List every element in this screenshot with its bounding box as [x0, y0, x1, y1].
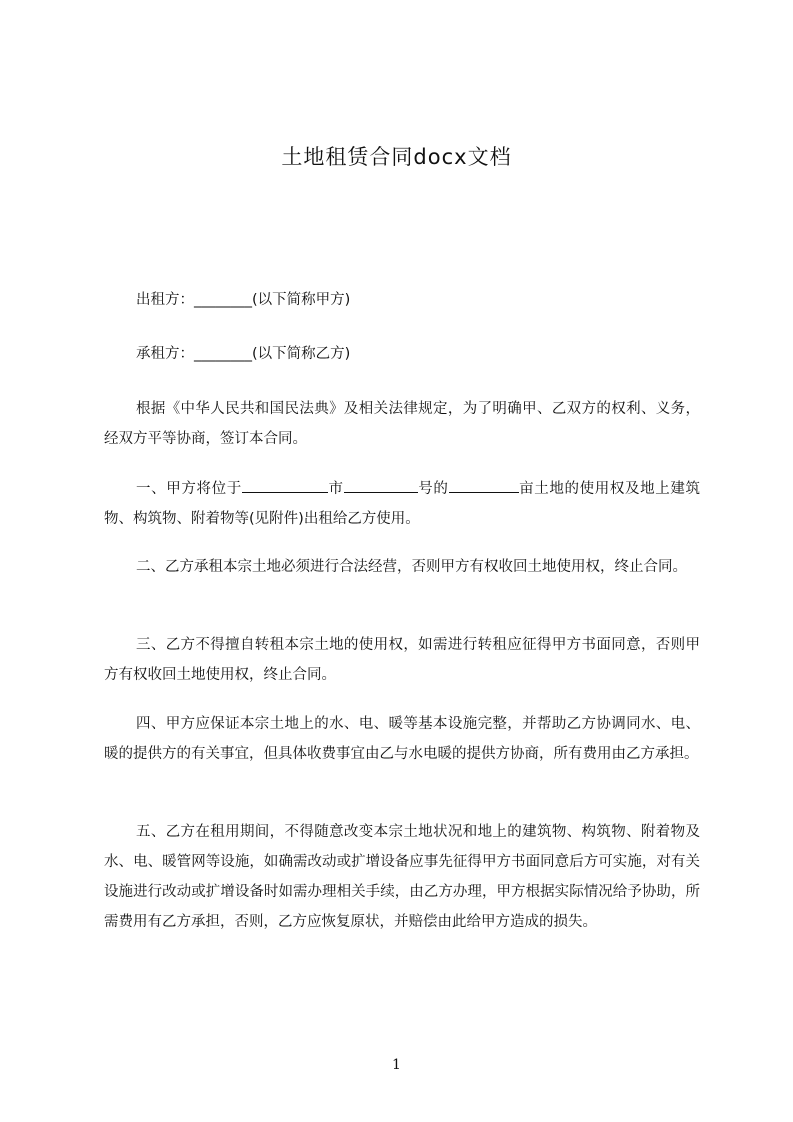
clause-2-paragraph: 二、乙方承租本宗土地必须进行合法经营，否则甲方有权收回土地使用权，终止合同。 — [136, 559, 687, 575]
lessor-suffix: (以下简称甲方) — [252, 292, 351, 308]
city-blank — [242, 477, 328, 493]
preamble-paragraph: 根据《中华人民共和国民法典》及相关法律规定，为了明确甲、乙双方的权利、义务，经双方平等协商，签订本合同。 — [104, 401, 700, 447]
clause-1-text-b: 市 — [327, 481, 344, 497]
lessor-blank: ________ — [194, 292, 252, 308]
clause-1-paragraph — [104, 474, 700, 534]
clause-1-text-c: 号的 — [417, 481, 449, 497]
area-blank — [449, 477, 519, 493]
lessee-label: 承租方： — [136, 346, 194, 362]
lessor-label: 出租方： — [136, 292, 194, 308]
lessee-blank: ________ — [194, 346, 252, 362]
clause-4-paragraph: 四、甲方应保证本宗土地上的水、电、暖等基本设施完整，并帮助乙方协调同水、电、暖的提供方的有关事宜，但具体收费事宜由乙与水电暖的提供方协商，所有费用由乙方承担。 — [104, 716, 700, 762]
lessee-suffix: (以下简称乙方) — [252, 346, 351, 362]
lessee-line — [136, 344, 350, 364]
clause-1-text-d: 亩土地的使用权及地上建筑物、构筑物、附着物等(见附件)出租给乙方使用。 — [104, 481, 700, 527]
document-title: 土地租赁合同docx文档 — [281, 145, 512, 169]
lessor-line — [136, 290, 350, 310]
clause-3-paragraph: 三、乙方不得擅自转租本宗土地的使用权，如需进行转租应征得甲方书面同意，否则甲方有权收回土地使用权，终止合同。 — [104, 637, 700, 683]
number-blank — [344, 477, 418, 493]
page-number: 1 — [392, 1057, 401, 1073]
clause-1-text-a: 一、甲方将位于 — [136, 481, 242, 497]
clause-5-paragraph: 五、乙方在租用期间，不得随意改变本宗土地状况和地上的建筑物、构筑物、附着物及水、电、暖管网等设施，如确需改动或扩增设备应事先征得甲方书面同意后方可实施，对有关设施进行改动或扩增设备时如需办理相关手续，由乙方办理，甲方根据实际情况给予协助，所需费用有乙方承担，否则，乙方应恢复原状，并赔偿由此给甲方造成的损失。 — [104, 824, 700, 930]
